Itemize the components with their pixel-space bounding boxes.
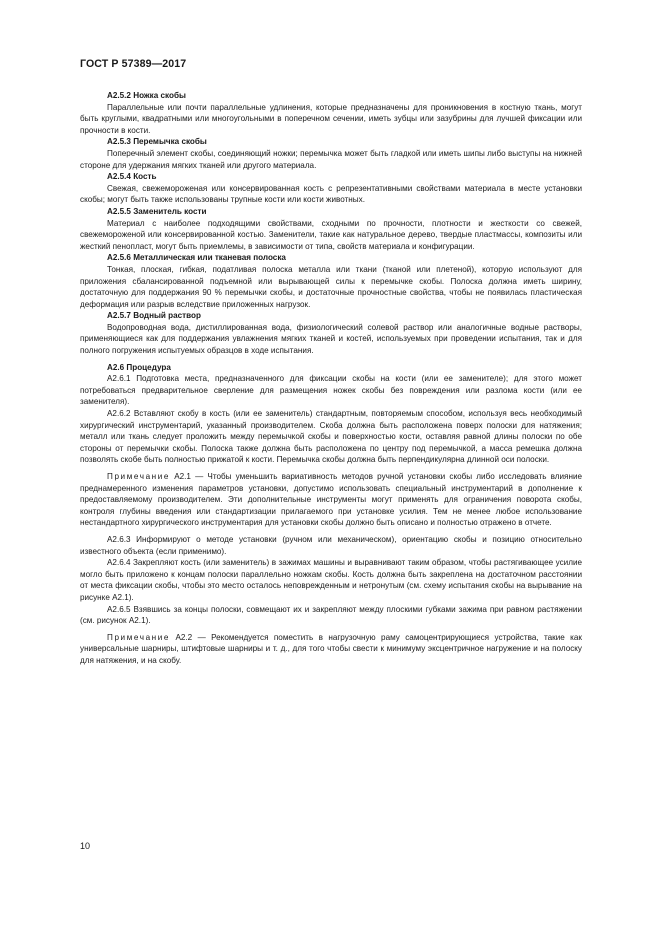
note-text: А2.2 — Рекомендуется поместить в нагрузочную раму самоцентрирующиеся устройства, такие как универсальные шарниры, штифтовые шарниры и т. д., для того чтобы свести к минимуму эксцентричное нагружение и на полоску для натяжения, и на скобу. [80,632,582,665]
section-heading: А2.5.2 Ножка скобы [107,91,186,100]
procedure-paragraph: А2.6.5 Взявшись за концы полоски, совмещают их и закрепляют между плоскими губками зажима при равном растяжении (см. рисунок А2.1). [80,604,582,626]
section-text: Водопроводная вода, дистиллированная вода, физиологический солевой раствор или аналогичные водные растворы, применяющиеся как для поддержания увлажнения мягких тканей и костей, используемых при проведении испытания, так и для полного погружения испытуемых образцов в ходе испытания. [80,322,582,356]
document-header: ГОСТ Р 57389—2017 [80,58,187,70]
note-paragraph [80,632,582,667]
section-text: Материал с наиболее подходящими свойствами, сходными по прочности, плотности и жесткости со свежей, свежемороженой или консервированной костью. Заменители, такие как натуральное дерево, твердые пластмассы, композиты или жесткий пенопласт, могут быть приемлемы, в зависимости от типа, свойств материала и конфигурации. [80,218,582,251]
section-heading: А2.5.3 Перемычка скобы [107,137,207,147]
note-paragraph [80,471,582,529]
section-heading: А2.6 Процедура [107,362,171,372]
note-label: Примечание [107,472,171,481]
section-text: Поперечный элемент скобы, соединяющий ножки; перемычка может быть гладкой или иметь шипы либо выступы на нижней стороне для удержания мягких тканей или другого материала. [80,148,582,170]
note-label: Примечание [107,632,171,642]
document-body [80,90,582,667]
section-text: Тонкая, плоская, гибкая, податливая полоска металла или ткани (тканой или плетеной), которую используют для приложения сбалансированной подъемной или вырывающей силы к перемычке скобы. Полоска должна иметь ширину, достаточную для поддержания 90 % перемычки скобы, и достаточные прочностные свойства, чтобы не появилась пластическая деформация или разрыв вследствие приложенных нагрузок. [80,264,582,309]
procedure-paragraph: А2.6.1 Подготовка места, предназначенного для фиксации скобы на кости (или ее заменителе); для этого может потребоваться предварительное сверление для размещения ножек скобы без повреждения или разлома кости (или ее заменителя). [80,374,582,407]
section-text: Свежая, свежемороженая или консервированная кость с репрезентативными свойствами материала в месте установки скобы; могут быть также использованы трупные кости или кости животных. [80,183,582,205]
section-text: Параллельные или почти параллельные удлинения, которые предназначены для проникновения в костную ткань, могут быть круглыми, квадратными или многоугольными в поперечном сечении, иметь зубцы или зазубрины для лучшей фиксации или прочности в кости. [80,102,582,135]
section-heading: А2.5.5 Заменитель кости [107,206,207,216]
section-heading: А2.5.7 Водный раствор [107,311,201,321]
page-number: 10 [80,841,91,851]
procedure-paragraph: А2.6.3 Информируют о методе установки (ручном или механическом), ориентацию скобы и позицию относительно известного объекта (если применимо). [80,534,582,556]
procedure-paragraph: А2.6.4 Закрепляют кость (или заменитель) в зажимах машины и выравнивают таким образом, чтобы растягивающее усилие могло быть приложено к концам полоски параллельно ножкам скобы. Кость должна быть закреплена на достаточном расстоянии от места фиксации скобы, чтобы это место осталось неповрежденным и нетронутым (см. схему испытания скобы на вырывание на рисунке А2.1). [80,558,582,602]
note-text: А2.1 — Чтобы уменьшить вариативность методов ручной установки скобы либо исследовать влияние преднамеренного изменения параметров установки, допустимо использовать специальный инструментарий в дополнение к предоставляемому производителем. Эти дополнительные инструменты могут применять для ограничения поворота скобы, контроля глубины введения или стандартизации прилагаемого при установке усилия. Тем не менее любое использование нестандартного хирургического инструментария для установки скобы должно быть описано и полностью отражено в отчете. [80,472,582,528]
section-heading: А2.5.4 Кость [107,172,157,182]
procedure-paragraph: А2.6.2 Вставляют скобу в кость (или ее заменитель) стандартным, повторяемым способом, используя весь необходимый хирургический инструментарий, указанный производителем. Скоба должна быть расположена поверх полоски для натяжения; металл или ткань следует проложить между перемычкой скобы и поверхностью кости, оставляя равной длины полоски по обе стороны от перемычки скобы. Полоска также должна быть расположена по центру под перемычкой, а масса ремешка должна позволять скобе быть полностью прижатой к кости. Перемычка скобы должна быть перпендикулярна длинной оси полоски. [80,409,582,465]
section-heading: А2.5.6 Металлическая или тканевая полоска [107,253,286,263]
